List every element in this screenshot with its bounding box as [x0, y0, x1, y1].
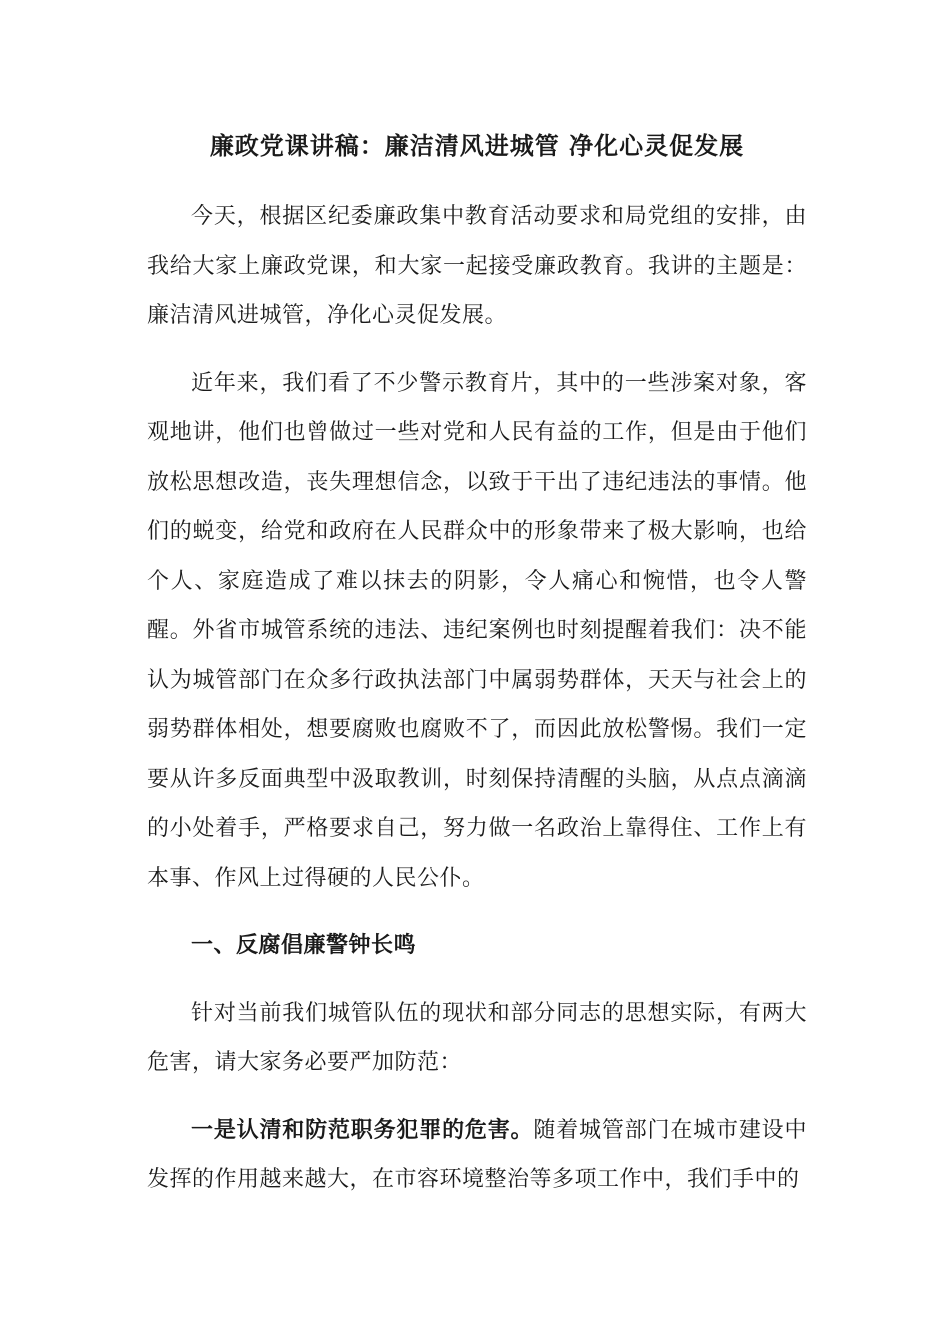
paragraph-point-1 — [147, 1106, 807, 1205]
paragraph-section1-intro: 针对当前我们城管队伍的现状和部分同志的思想实际，有两大危害，请大家务必要严加防范： — [147, 1000, 807, 1075]
point-1-lead: 一是认清和防范职务犯罪的危害。 — [191, 1116, 534, 1143]
paragraph-background: 近年来，我们看了不少警示教育片，其中的一些涉案对象，客观地讲，他们也曾做过一些对党和人民有益的工作，但是由于他们放松思想改造，丧失理想信念，以致于干出了违纪违法的事情。他们的蜕变，给党和政府在人民群众中的形象带来了极大影响，也给个人、家庭造成了难以抹去的阴影，令人痛心和惋惜，也令人警醒。外省市城管系统的违法、违纪案例也时刻提醒着我们：决不能认为城管部门在众多行政执法部门中属弱势群体，天天与社会上的弱势群体相处，想要腐败也腐败不了，而因此放松警惕。我们一定要从许多反面典型中汲取教训，时刻保持清醒的头脑，从点点滴滴的小处着手，严格要求自己，努力做一名政治上靠得住、工作上有本事、作风上过得硬的人民公仆。 — [147, 370, 807, 891]
document-page — [147, 128, 807, 1223]
document-title: 廉政党课讲稿：廉洁清风进城管 净化心灵促发展 — [209, 131, 745, 160]
point-1-body: 随着城管部门在城市建设中发挥的作用越来越大，在市容环境整治等多项工作中，我们手中的 — [147, 1117, 807, 1192]
paragraph-intro: 今天，根据区纪委廉政集中教育活动要求和局党组的安排，由我给大家上廉政党课，和大家一起接受廉政教育。我讲的主题是：廉洁清风进城管，净化心灵促发展。 — [147, 204, 807, 328]
section-heading-1: 一、反腐倡廉警钟长鸣 — [191, 932, 417, 958]
